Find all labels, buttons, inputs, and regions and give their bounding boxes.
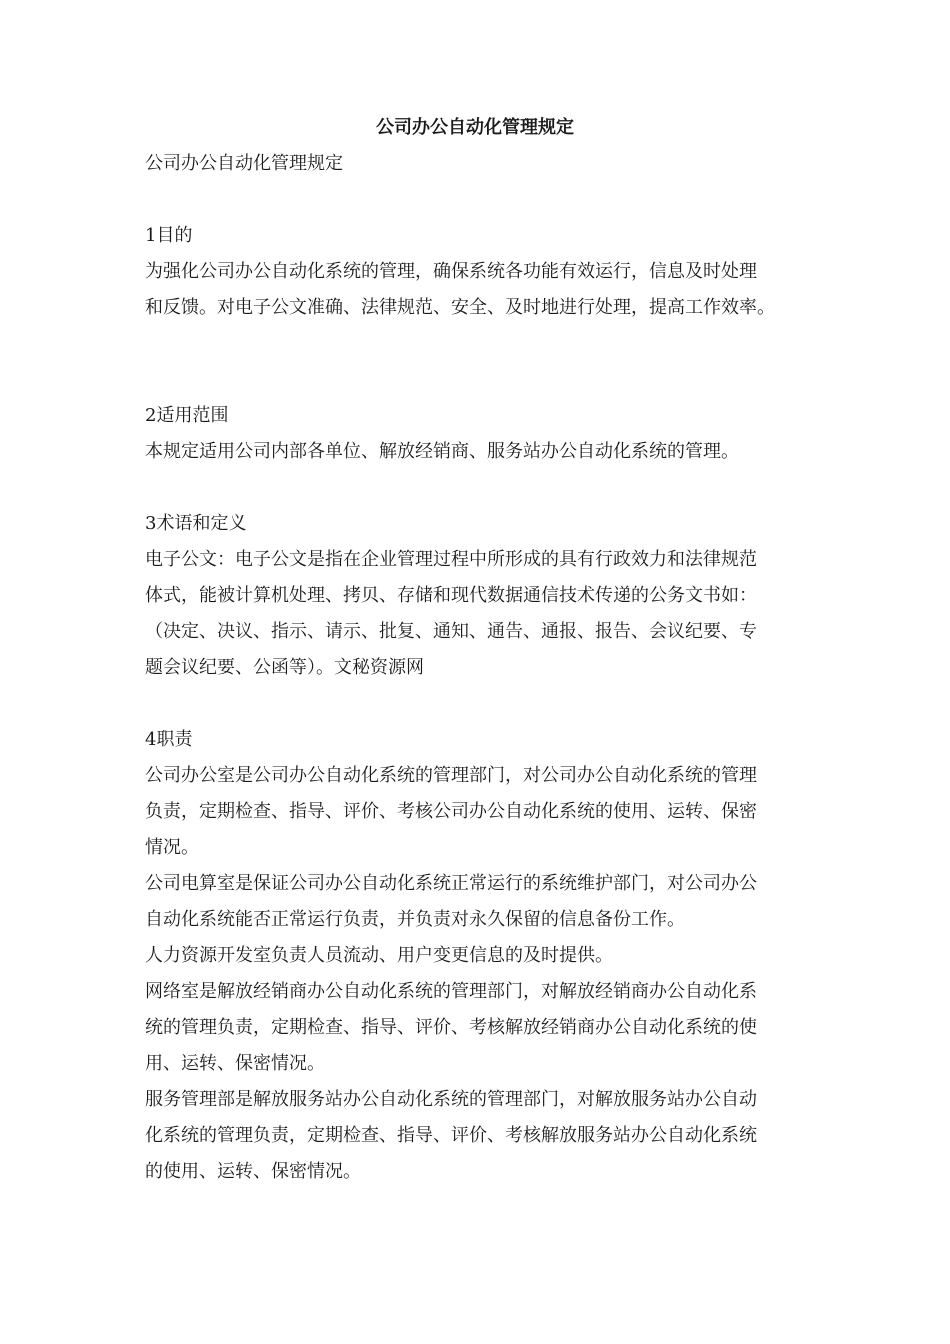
section-heading-duties: 4职责: [145, 729, 193, 750]
text-line: 公司办公室是公司办公自动化系统的管理部门，对公司办公自动化系统的管理: [145, 765, 757, 786]
duties-paragraph-office: [145, 758, 825, 866]
text-line: 负责，定期检查、指导、评价、考核公司办公自动化系统的使用、运转、保密: [145, 801, 757, 822]
text-line: 本规定适用公司内部各单位、解放经销商、服务站办公自动化系统的管理。: [145, 441, 739, 462]
text-line: 人力资源开发室负责人员流动、用户变更信息的及时提供。: [145, 945, 613, 966]
text-line: 公司电算室是保证公司办公自动化系统正常运行的系统维护部门，对公司办公: [145, 873, 757, 894]
text-line: 情况。: [145, 837, 199, 858]
duties-paragraph-computing: [145, 866, 825, 938]
text-line: 电子公文：电子公文是指在企业管理过程中所形成的具有行政效力和法律规范: [145, 549, 757, 570]
section-body-terms: [145, 542, 825, 686]
text-line: 题会议纪要、公函等）。文秘资源网: [145, 657, 424, 678]
section-heading-terms: 3术语和定义: [145, 513, 247, 534]
duties-paragraph-hr: [145, 938, 825, 974]
text-line: 统的管理负责，定期检查、指导、评价、考核解放经销商办公自动化系统的使: [145, 1017, 757, 1038]
spacer: [145, 686, 825, 722]
text-line: 服务管理部是解放服务站办公自动化系统的管理部门，对解放服务站办公自动: [145, 1089, 757, 1110]
text-line: 化系统的管理负责，定期检查、指导、评价、考核解放服务站办公自动化系统: [145, 1125, 757, 1146]
text-line: 为强化公司办公自动化系统的管理，确保系统各功能有效运行，信息及时处理: [145, 261, 757, 282]
spacer: [145, 470, 825, 506]
section-body-scope: [145, 434, 825, 470]
document-subtitle: 公司办公自动化管理规定: [145, 153, 343, 174]
document-body: [145, 146, 825, 1190]
spacer: [145, 326, 825, 398]
section-heading-purpose: 1目的: [145, 225, 193, 246]
text-line: 体式，能被计算机处理、拷贝、存储和现代数据通信技术传递的公务文书如：: [145, 585, 757, 606]
document-title: 公司办公自动化管理规定: [376, 117, 574, 138]
text-line: 自动化系统能否正常运行负责，并负责对永久保留的信息备份工作。: [145, 909, 685, 930]
text-line: 用、运转、保密情况。: [145, 1053, 325, 1074]
section-heading-scope: 2适用范围: [145, 405, 229, 426]
text-line: （决定、决议、指示、请示、批复、通知、通告、通报、报告、会议纪要、专: [145, 621, 757, 642]
text-line: 的使用、运转、保密情况。: [145, 1161, 361, 1182]
duties-paragraph-service: [145, 1082, 825, 1190]
duties-paragraph-network: [145, 974, 825, 1082]
section-body-purpose: [145, 254, 825, 326]
text-line: 和反馈。对电子公文准确、法律规范、安全、及时地进行处理，提高工作效率。: [145, 297, 775, 318]
spacer: [145, 182, 825, 218]
text-line: 网络室是解放经销商办公自动化系统的管理部门，对解放经销商办公自动化系: [145, 981, 757, 1002]
